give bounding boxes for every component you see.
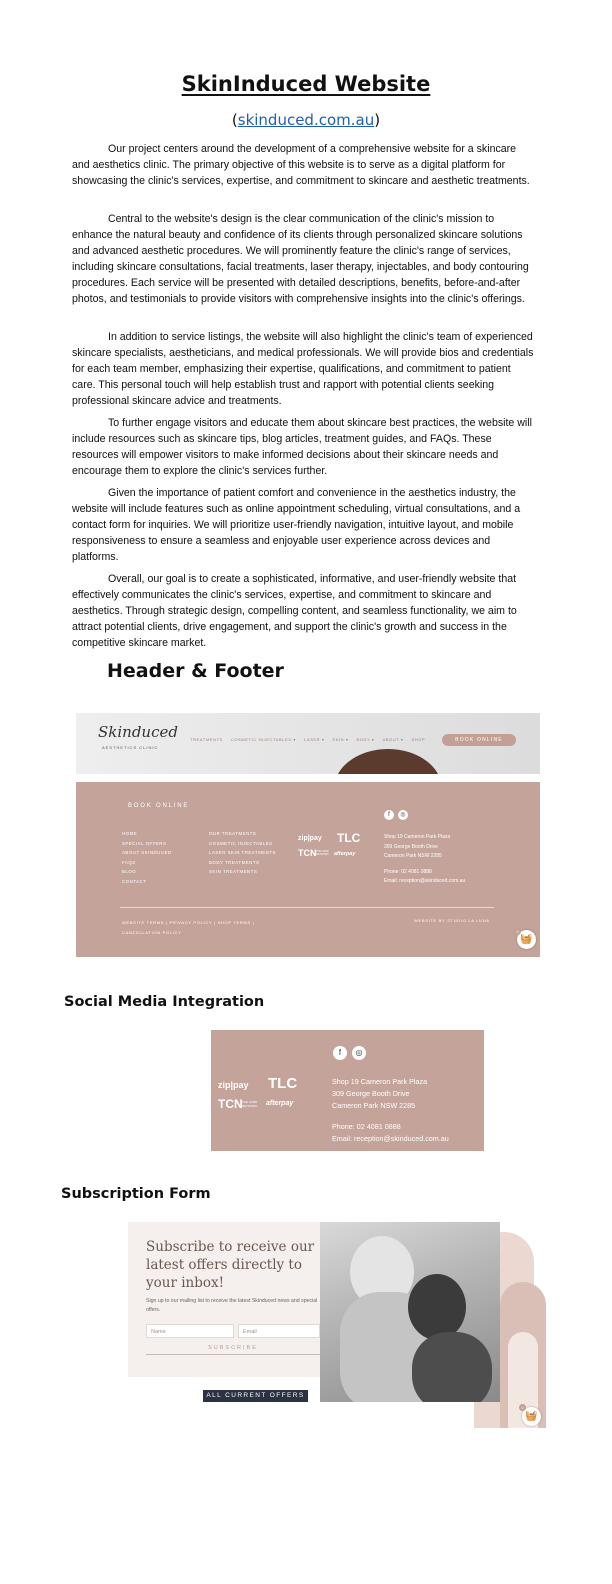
footer-book-online-link[interactable]: BOOK ONLINE (128, 803, 190, 809)
paren-close: ) (374, 111, 381, 129)
address-line-2: 309 George Booth Drive (332, 1089, 410, 1098)
instagram-icon[interactable]: ◎ (352, 1046, 366, 1060)
facebook-icon[interactable]: f (333, 1046, 347, 1060)
legal-links-line-1[interactable]: WEBSITE TERMS | PRIVACY POLICY | SHOP TERMS | (122, 920, 255, 925)
cart-basket-icon[interactable]: 🧺 (517, 930, 536, 949)
document-title: SkinInduced Website (181, 72, 431, 96)
subscribe-photo (320, 1222, 500, 1402)
footer-link-our-treatments[interactable]: OUR TREATMENTS (209, 831, 257, 836)
subscribe-card (128, 1222, 320, 1377)
site-logo-subtitle: AESTHETICS CLINIC (102, 745, 159, 750)
nav-item-skin[interactable]: SKIN ▾ (332, 737, 349, 742)
cart-count-badge: 0 (514, 928, 521, 935)
paragraph-3: In addition to service listings, the website will also highlight the clinic's team of experienced skincare specialists, aestheticians, and medical professionals. We will provide bios and credentials for each team member, emphasizing their expertise, qualifications, and commitment to patient care. This personal touch will help establish trust and rapport with potential clients seeking professional skincare advice and treatments. (72, 331, 534, 407)
footer-link-home[interactable]: HOME (122, 831, 138, 836)
nav-item-treatments[interactable]: TREATMENTS (190, 737, 223, 742)
book-online-button[interactable]: BOOK ONLINE (442, 734, 516, 746)
footer-links-col-1 (122, 829, 172, 887)
website-link[interactable]: skinduced.com.au (237, 111, 375, 129)
address-line-1: Shop 19 Cameron Park Plaza (384, 834, 451, 840)
social-heading: Social Media Integration (64, 994, 265, 1010)
subscribe-button[interactable]: SUBSCRIBE (146, 1345, 320, 1355)
zip-pay-logo: zip|pay (298, 835, 322, 842)
address-line-3: Cameron Park NSW 2285 (384, 853, 442, 860)
address-line-3: Cameron Park NSW 2285 (332, 1101, 416, 1110)
zip-pay-logo: zip|pay (218, 1080, 249, 1090)
afterpay-logo: afterpay (334, 851, 356, 857)
footer-link-blog[interactable]: BLOG (122, 869, 137, 875)
subscribe-description: Sign up to our mailing list to receive the latest Skinduced news and special offers. (146, 1298, 318, 1313)
footer-screenshot (76, 782, 540, 957)
tcn-logo: TCN (218, 1097, 243, 1111)
subscribe-title: Subscribe to receive our latest offers directly to your inbox! (146, 1239, 315, 1291)
social-contact-info (332, 1076, 449, 1145)
facebook-icon[interactable]: f (384, 810, 394, 820)
nav-item-body[interactable]: BODY ▾ (356, 737, 375, 742)
footer-link-special-offers[interactable]: SPECIAL OFFERS (122, 840, 167, 846)
main-nav (190, 737, 425, 742)
paragraph-6: Overall, our goal is to create a sophisticated, informative, and user-friendly website that effectively communicates the clinic's services, expertise, and commitment to skincare and aesthetics. Through strategic design, compelling content, and seamless functionality, we aim to attract potential clients, drive engagement, and support the clinic's growth and success in the competitive skincare market. (72, 573, 517, 649)
instagram-icon[interactable]: ◎ (398, 810, 408, 820)
social-email[interactable]: Email: reception@skinduced.com.au (332, 1134, 449, 1143)
footer-divider (120, 907, 494, 908)
header-screenshot (76, 713, 540, 774)
address-line-2: 309 George Booth Drive (384, 843, 438, 850)
afterpay-logo: afterpay (266, 1100, 294, 1107)
cart-basket-icon[interactable]: 🧺 (522, 1407, 541, 1426)
cart-count-badge: 0 (519, 1404, 526, 1411)
footer-link-contact[interactable]: CONTACT (122, 878, 147, 884)
tcn-logo: TCN (298, 848, 317, 858)
subscription-heading: Subscription Form (61, 1186, 211, 1202)
footer-legal-links (122, 918, 254, 938)
tlc-logo: TLC (268, 1075, 298, 1092)
footer-phone[interactable]: Phone: 02 4081 0888 (384, 868, 432, 875)
address-line-1: Shop 19 Cameron Park Plaza (332, 1077, 428, 1086)
paragraph-4: To further engage visitors and educate them about skincare best practices, the website will include resources such as skincare tips, blog articles, treatment guides, and FAQs. These resources will empower visitors to make informed decisions about their skincare needs and encourage them to explore the clinic's services further. (72, 417, 532, 477)
website-link-line (0, 111, 612, 129)
footer-links-col-2 (209, 829, 276, 877)
all-current-offers-button[interactable]: ALL CURRENT OFFERS (203, 1390, 308, 1402)
footer-email[interactable]: Email: reception@skinduced.com.au (384, 878, 466, 885)
tlc-logo: TLC (337, 831, 361, 845)
nav-item-laser[interactable]: LASER ▾ (303, 737, 325, 742)
footer-link-about[interactable]: ABOUT SKINDUCED (122, 850, 172, 856)
footer-link-body[interactable]: BODY TREATMENTS (209, 859, 260, 865)
paragraph-1: Our project centers around the development of a comprehensive website for a skincare and aesthetics clinic. The primary objective of this website is to serve as a digital platform for showcasing the clinic's services, expertise, and commitment to skincare and aesthetic treatments. (72, 143, 530, 187)
header-footer-heading: Header & Footer (107, 660, 284, 682)
nav-item-injectables[interactable]: COSMETIC INJECTABLES ▾ (230, 737, 296, 742)
footer-credit[interactable]: WEBSITE BY STUDIO LA LUNA (414, 918, 490, 923)
footer-link-faqs[interactable]: FAQS (122, 859, 136, 865)
nav-item-about[interactable]: ABOUT ▾ (382, 737, 404, 742)
name-field[interactable]: Name (146, 1324, 234, 1338)
footer-link-laser[interactable]: LASER SKIN TREATMENTS (209, 850, 276, 856)
social-phone[interactable]: Phone: 02 4081 0888 (332, 1122, 401, 1131)
paragraph-5: Given the importance of patient comfort and convenience in the aesthetics industry, the website will include features such as online appointment scheduling, virtual consultations, and a contact form for inquiries. We will prioritize user-friendly navigation, intuitive layout, and mobile responsiveness to ensure a seamless and enjoyable user experience across devices and platforms. (72, 487, 521, 563)
tcn-logo-subtitle: THE CARD NETWORK (242, 1100, 258, 1108)
legal-links-line-2[interactable]: CANCELLATION POLICY (122, 930, 182, 935)
email-field[interactable]: Email (238, 1324, 320, 1338)
footer-contact-info (384, 833, 465, 887)
footer-link-skin[interactable]: SKIN TREATMENTS (209, 869, 258, 875)
tcn-logo-subtitle: THE CARD NETWORK (316, 850, 329, 856)
social-media-screenshot (211, 1030, 484, 1151)
hero-photo-head (334, 749, 442, 774)
paren-open: ( (231, 111, 238, 129)
subscription-screenshot (82, 1222, 546, 1428)
nav-item-shop[interactable]: SHOP (411, 737, 426, 742)
footer-link-injectables[interactable]: COSMETIC INJECTABLES (209, 840, 273, 846)
site-logo[interactable]: Skinduced (98, 723, 178, 741)
paragraph-2: Central to the website's design is the clear communication of the clinic's mission to enhance the natural beauty and confidence of its clients through personalized skincare solutions and advanced aesthetic procedures. We will prominently feature the clinic's range of services, including skincare consultations, facial treatments, laser therapy, injectables, and body contouring procedures. Each service will be presented with detailed descriptions, benefits, before-and-after photos, and testimonials to provide visitors with comprehensive insights into the clinic's offerings. (72, 213, 529, 305)
